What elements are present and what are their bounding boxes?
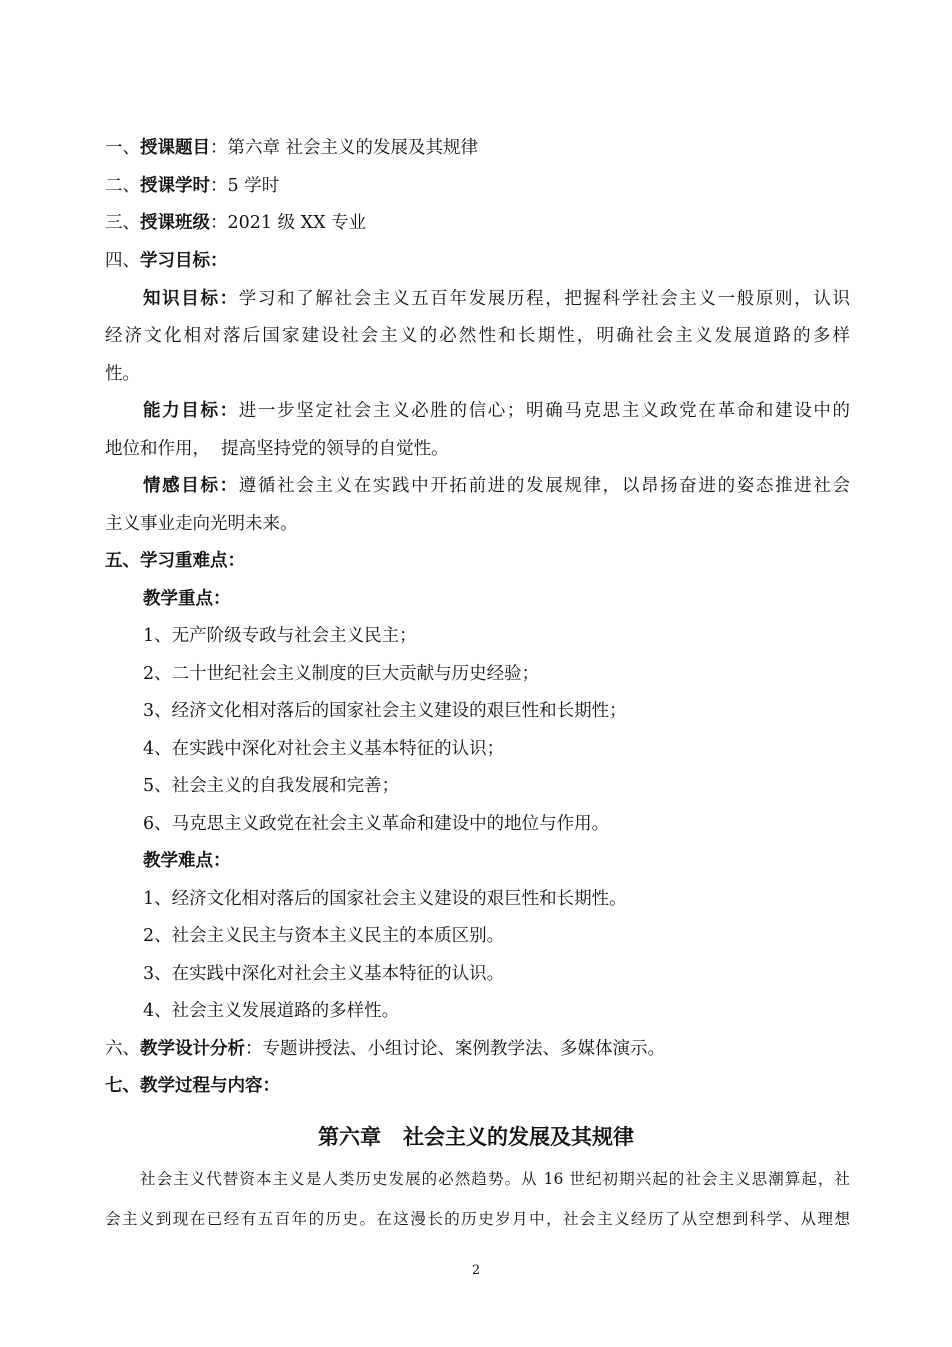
key-point-item: 4、在实践中深化对社会主义基本特征的认识； <box>143 739 505 759</box>
item-course-topic <box>105 136 850 160</box>
item-teaching-design <box>105 1037 850 1061</box>
item-label: 授课学时 <box>140 176 210 196</box>
difficult-point-item: 4、社会主义发展道路的多样性。 <box>143 1001 400 1021</box>
emotion-objective-line-2: 主义事业走向光明未来。 <box>105 514 298 534</box>
ability-objective-label: 能力目标： <box>143 401 239 421</box>
page-number: 2 <box>471 1263 481 1278</box>
item-number: 四、 <box>105 251 140 271</box>
section-teaching-process-heading: 七、教学过程与内容： <box>105 1076 280 1096</box>
item-course-hours <box>105 174 850 198</box>
emotion-objective-text: 遵循社会主义在实践中开拓前进的发展规律，以昂扬奋进的姿态推进社会 <box>238 476 850 496</box>
chapter-body-line-2: 会主义到现在已经有五百年的历史。在这漫长的历史岁月中，社会主义经历了从空想到科学、从理想 <box>105 1210 850 1228</box>
item-label: 授课题目 <box>140 138 210 158</box>
key-points-label: 教学重点： <box>143 589 231 609</box>
difficult-point-item: 3、在实践中深化对社会主义基本特征的认识。 <box>143 964 505 984</box>
item-number: 一、 <box>105 138 140 158</box>
item-value: 5 学时 <box>227 176 280 196</box>
key-point-item: 6、马克思主义政党在社会主义革命和建设中的地位与作用。 <box>143 814 610 834</box>
ability-objective-text: 进一步坚定社会主义必胜的信心；明确马克思主义政党在革命和建设中的 <box>238 401 850 421</box>
section-key-difficult-heading: 五、学习重难点： <box>105 551 245 571</box>
ability-objective-line-1 <box>143 399 850 423</box>
item-number: 三、 <box>105 213 140 233</box>
difficult-points-label: 教学难点： <box>143 851 231 871</box>
item-number: 六、 <box>105 1039 140 1059</box>
ability-objective-line-2: 地位和作用， 提高坚持党的领导的自觉性。 <box>105 439 449 459</box>
difficult-point-item: 1、经济文化相对落后的国家社会主义建设的艰巨性和长期性。 <box>143 889 627 909</box>
chapter-title: 第六章 社会主义的发展及其规律 <box>318 1124 634 1149</box>
item-number: 二、 <box>105 176 140 196</box>
key-point-item: 1、无产阶级专政与社会主义民主； <box>143 626 417 646</box>
item-colon: ： <box>210 138 228 158</box>
key-point-item: 2、二十世纪社会主义制度的巨大贡献与历史经验； <box>143 664 540 684</box>
item-colon: ： <box>210 176 228 196</box>
knowledge-objective-text: 学习和了解社会主义五百年发展历程，把握科学社会主义一般原则，认识 <box>238 289 850 309</box>
item-label: 学习目标 <box>140 251 210 271</box>
difficult-point-item: 2、社会主义民主与资本主义民主的本质区别。 <box>143 926 505 946</box>
item-course-class <box>105 211 850 235</box>
knowledge-objective-line-3: 性。 <box>105 364 140 384</box>
item-colon: ： <box>210 213 228 233</box>
emotion-objective-line-1 <box>143 474 850 498</box>
knowledge-objective-label: 知识目标： <box>143 289 239 309</box>
knowledge-objective-line-1 <box>143 287 850 311</box>
item-learning-goals <box>105 249 850 273</box>
item-value: 2021 级 XX 专业 <box>227 213 367 233</box>
chapter-body-line-1: 社会主义代替资本主义是人类历史发展的必然趋势。从 16 世纪初期兴起的社会主义思潮算起，社 <box>140 1170 850 1188</box>
key-point-item: 3、经济文化相对落后的国家社会主义建设的艰巨性和长期性； <box>143 701 627 721</box>
item-value: 专题讲授法、小组讨论、案例教学法、多媒体演示。 <box>262 1039 665 1059</box>
item-colon: ： <box>245 1039 263 1059</box>
knowledge-objective-line-2: 经济文化相对落后国家建设社会主义的必然性和长期性，明确社会主义发展道路的多样 <box>105 326 850 346</box>
item-value: 第六章 社会主义的发展及其规律 <box>227 138 479 158</box>
item-colon: ： <box>210 251 228 271</box>
item-label: 授课班级 <box>140 213 210 233</box>
emotion-objective-label: 情感目标： <box>143 476 239 496</box>
item-label: 教学设计分析 <box>140 1039 245 1059</box>
key-point-item: 5、社会主义的自我发展和完善； <box>143 776 400 796</box>
